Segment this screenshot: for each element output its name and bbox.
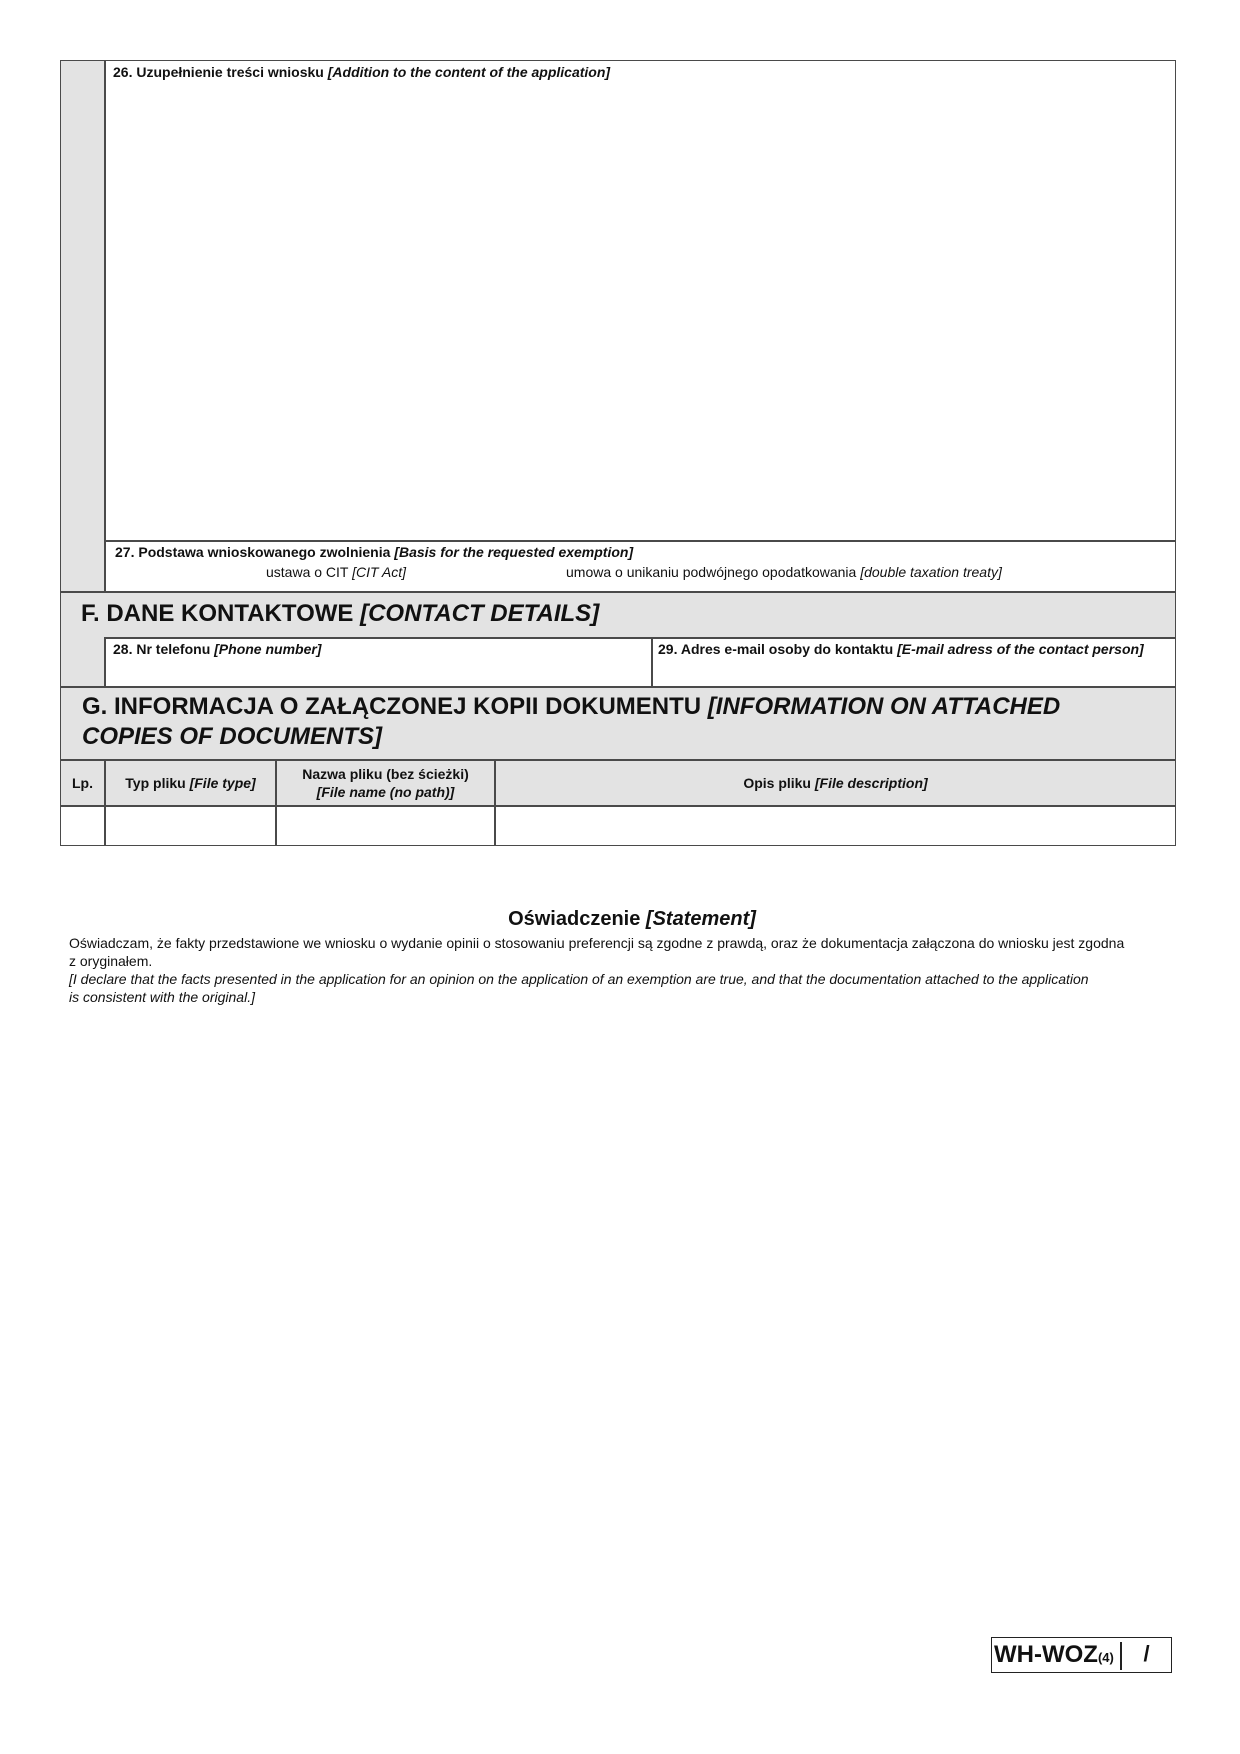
table-row: [61, 807, 1175, 845]
cell-file-name[interactable]: [277, 807, 494, 845]
statement-text: Oświadczam, że fakty przedstawione we wniosku o wydanie opinii o stosowaniu preferencji są zgodne z prawdą, oraz że dokumentacja załączona do wniosku jest zgodna z oryginałem. [I declare that the facts presented in the application for an opinion on the application of an exemption are true, and that the documentation attached to the application is consistent with the original.]: [69, 935, 1125, 1005]
phone-field[interactable]: [106, 639, 650, 685]
field-26-area[interactable]: [106, 62, 1174, 539]
cell-file-type[interactable]: [106, 807, 275, 845]
email-field[interactable]: [653, 639, 1174, 685]
statement-title: Oświadczenie [Statement]: [508, 908, 756, 930]
field-27-area: [106, 542, 1174, 590]
page-number-field[interactable]: /: [1143, 1641, 1150, 1666]
field-26-label: 26. Uzupełnienie treści wniosku [Addition to the content of the application]: [113, 64, 611, 80]
col-header-desc: Opis pliku [File description]: [743, 775, 928, 791]
cell-file-description[interactable]: [496, 807, 1175, 845]
option-dtt-label: umowa o unikaniu podwójnego opodatkowania: [566, 564, 857, 580]
option-cit-act-label: ustawa o CIT: [266, 564, 349, 580]
field-27-label: 27. Podstawa wnioskowanego zwolnienia [Basis for the requested exemption]: [115, 544, 634, 560]
form-code: WH-WOZ(4): [994, 1641, 1114, 1668]
phone-field-label: 28. Nr telefonu [Phone number]: [113, 641, 322, 657]
col-header-lp: Lp.: [72, 775, 93, 791]
option-cit-act[interactable]: ustawa o CIT [CIT Act]: [266, 564, 407, 580]
option-dtt[interactable]: umowa o unikaniu podwójnego opodatkowania [double taxation treaty]: [566, 564, 1002, 580]
col-header-type: Typ pliku [File type]: [125, 775, 256, 791]
email-field-label: 29. Adres e-mail osoby do kontaktu [E-mail adress of the contact person]: [658, 641, 1144, 657]
col-header-name: Nazwa pliku (bez ścieżki) [File name (no path)]: [302, 766, 469, 800]
section-f-title: F. DANE KONTAKTOWE [CONTACT DETAILS]: [81, 600, 600, 627]
form-code-box: [991, 1637, 1172, 1673]
section-g-title: G. INFORMACJA O ZAŁĄCZONEJ KOPII DOKUMENTU [INFORMATION ON ATTACHED COPIES OF DOCUMENTS]: [82, 693, 1061, 750]
cell-lp[interactable]: [61, 807, 104, 845]
